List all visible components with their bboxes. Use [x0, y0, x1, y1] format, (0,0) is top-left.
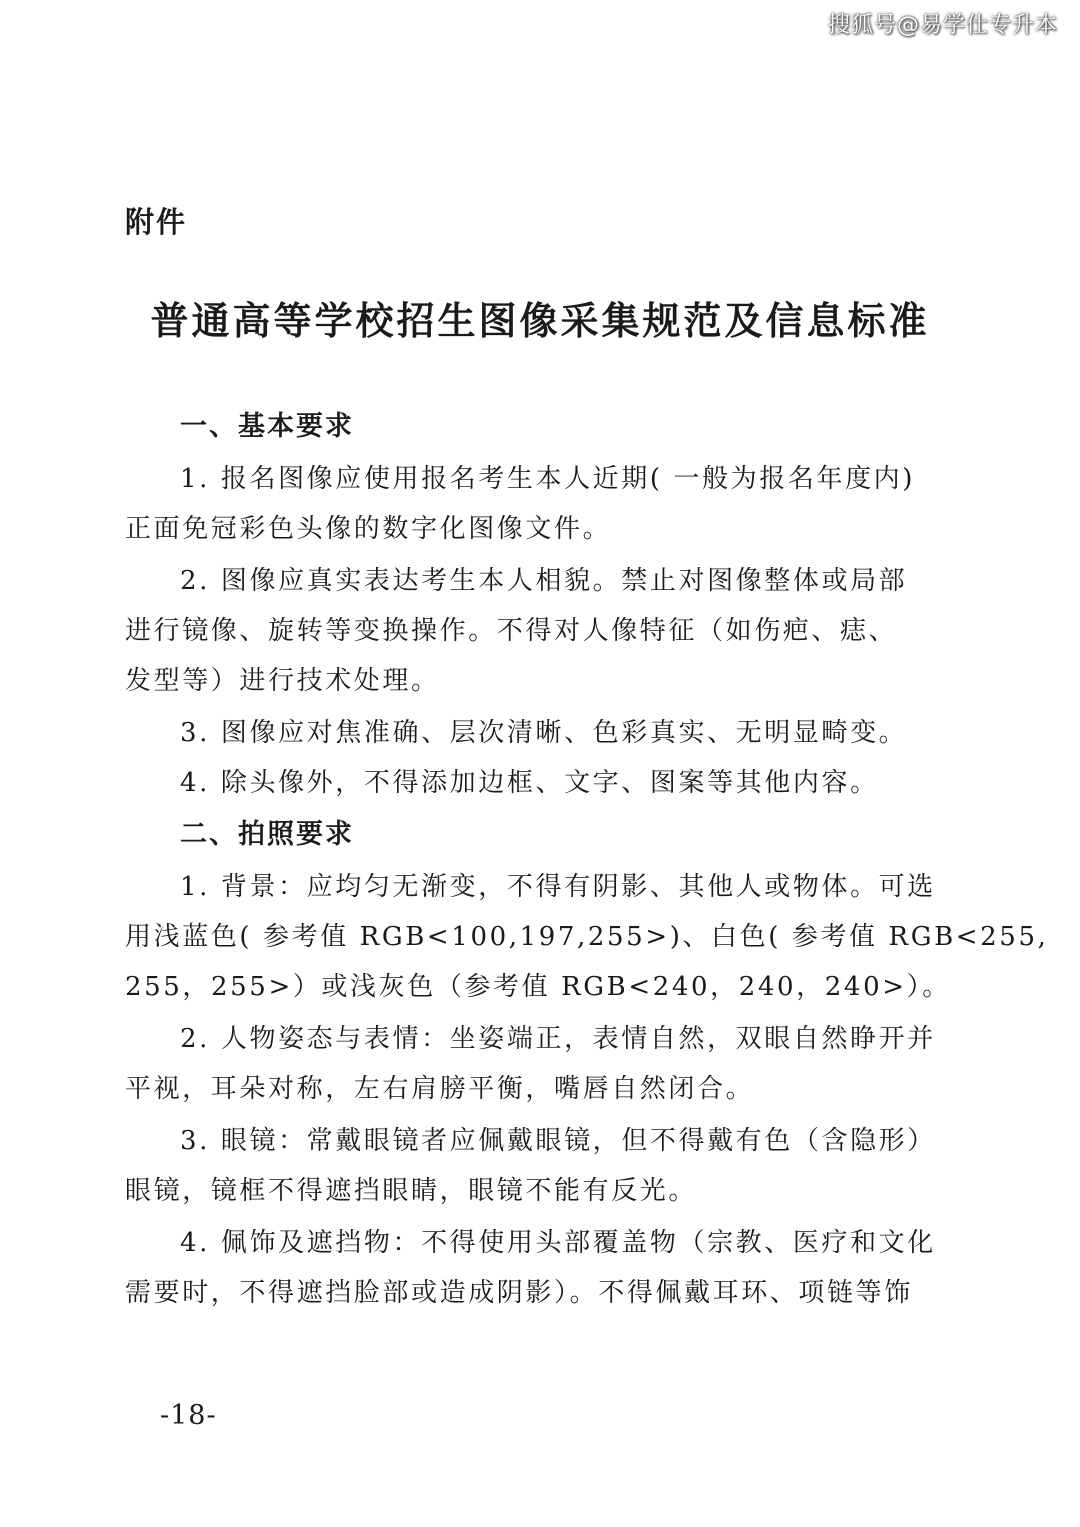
- paragraph-line: 眼镜，镜框不得遮挡眼睛，眼镜不能有反光。: [125, 1176, 698, 1206]
- paragraph-line: 4. 佩饰及遮挡物：不得使用头部覆盖物（宗教、医疗和文化: [180, 1228, 936, 1258]
- paragraph-line: 2. 人物姿态与表情：坐姿端正，表情自然，双眼自然睁开并: [180, 1024, 936, 1054]
- paragraph-line: 进行镜像、旋转等变换操作。不得对人像特征（如伤疤、痣、: [125, 616, 898, 646]
- paragraph-line: 用浅蓝色( 参考值 RGB<100,197,255>)、白色( 参考值 RGB<255,: [125, 922, 1049, 952]
- watermark: 搜狐号@易学仕专升本: [827, 13, 1058, 38]
- paragraph-line: 1. 报名图像应使用报名考生本人近期( 一般为报名年度内): [180, 464, 916, 494]
- paragraph-line: 发型等）进行技术处理。: [125, 666, 440, 696]
- document-title: 普通高等学校招生图像采集规范及信息标准: [150, 298, 930, 343]
- paragraph-line: 平视，耳朵对称，左右肩膀平衡，嘴唇自然闭合。: [125, 1074, 755, 1104]
- paragraph-line: 255，255>）或浅灰色（参考值 RGB<240，240，240>）。: [125, 972, 951, 1002]
- paragraph-line: 3. 眼镜：常戴眼镜者应佩戴眼镜，但不得戴有色（含隐形）: [180, 1126, 936, 1156]
- paragraph-line: 需要时，不得遮挡脸部或造成阴影）。不得佩戴耳环、项链等饰: [125, 1278, 913, 1308]
- paragraph-line: 正面免冠彩色头像的数字化图像文件。: [125, 514, 612, 544]
- attachment-label: 附件: [125, 205, 188, 239]
- paragraph-line: 3. 图像应对焦准确、层次清晰、色彩真实、无明显畸变。: [180, 718, 908, 748]
- section-heading-photo: 二、拍照要求: [180, 819, 354, 850]
- paragraph-line: 2. 图像应真实表达考生本人相貌。禁止对图像整体或局部: [180, 566, 908, 596]
- paragraph-line: 4. 除头像外，不得添加边框、文字、图案等其他内容。: [180, 768, 879, 798]
- section-heading-basic: 一、基本要求: [180, 411, 354, 442]
- page-number: -18-: [160, 1400, 217, 1431]
- paragraph-line: 1. 背景：应均匀无渐变，不得有阴影、其他人或物体。可选: [180, 872, 936, 902]
